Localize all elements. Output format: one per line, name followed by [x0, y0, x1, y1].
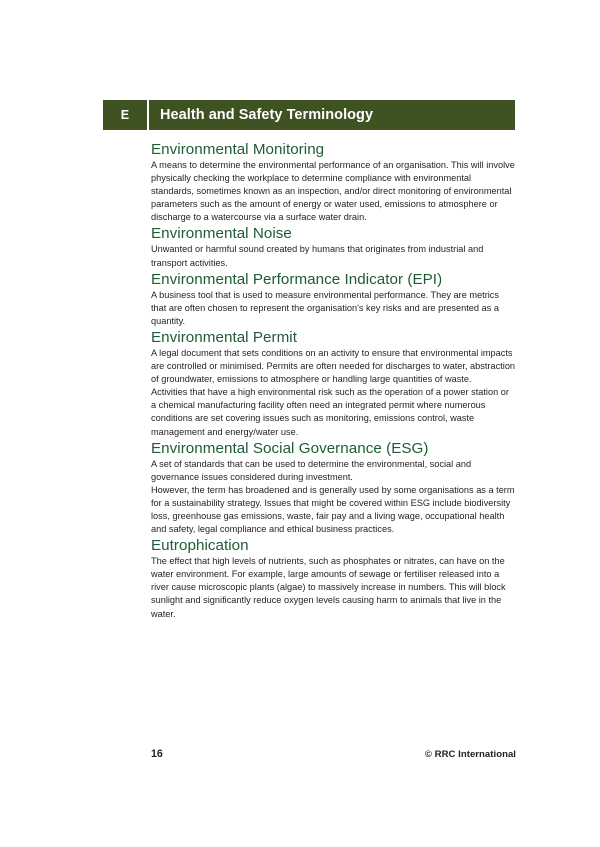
page-footer: [151, 748, 516, 760]
glossary-definition-paragraph: A business tool that is used to measure environmental performance. They are metrics that are often chosen to represent the organisation's key risks and are presented as a quantity.: [151, 289, 500, 326]
glossary-definition-paragraph: The effect that high levels of nutrients, such as phosphates or nitrates, can have on the water environment. For example, large amounts of sewage or fertiliser released into a river cause microscopic plants (algae) to massively increase in numbers. This will block sunlight and significantly reduce oxygen levels causing harm to animals that live in the water.: [151, 556, 506, 619]
glossary-definition-paragraph: Activities that have a high environmental risk such as the operation of a power station or a chemical manufacturing facility often need an integrated permit where numerous conditions are set covering issues such as monitoring, emissions control, waste management and energy/water use.: [151, 387, 509, 437]
page-number: 16: [151, 748, 163, 760]
section-header-bar: [103, 100, 515, 130]
glossary-content: [151, 140, 516, 621]
glossary-term-heading: Environmental Performance Indicator (EPI): [151, 270, 443, 288]
glossary-definition-paragraph: A means to determine the environmental performance of an organisation. This will involve physically checking the workplace to determine compliance with environmental standards, sometimes known as an inspection, and/or direct monitoring of environmental parameters such as the amount of energy or water used, emissions to atmosphere or discharge to a watercourse via a surface water drain.: [151, 160, 515, 223]
glossary-term-heading: Eutrophication: [151, 537, 249, 555]
glossary-definition-paragraph: Unwanted or harmful sound created by humans that originates from industrial and transport activities.: [151, 244, 484, 268]
glossary-definition-paragraph: A set of standards that can be used to determine the environmental, social and governance issues considered during investment.: [151, 458, 472, 482]
glossary-term-heading: Environmental Noise: [151, 225, 292, 243]
section-letter-badge: E: [120, 108, 130, 122]
glossary-definition-paragraph: However, the term has broadened and is generally used by some organisations as a term for a sustainability strategy. Issues that might be covered within ESG include biodiversity loss, greenhouse gas emissions, waste, fair pay and a living wage, occupational health and safety, legal compliance and ethical business practices.: [151, 484, 515, 535]
glossary-term-heading: Environmental Social Governance (ESG): [151, 439, 429, 457]
section-title: Health and Safety Terminology: [160, 107, 374, 123]
glossary-term-heading: Environmental Monitoring: [151, 141, 325, 158]
copyright-notice: © RRC International: [424, 749, 516, 760]
glossary-definition-paragraph: A legal document that sets conditions on an activity to ensure that environmental impacts are controlled or minimised. Permits are often needed for discharges to water, abstraction of groundwater, emissions to atmosphere or handling large quantities of waste.: [151, 347, 516, 385]
glossary-term-heading: Environmental Permit: [151, 328, 297, 346]
